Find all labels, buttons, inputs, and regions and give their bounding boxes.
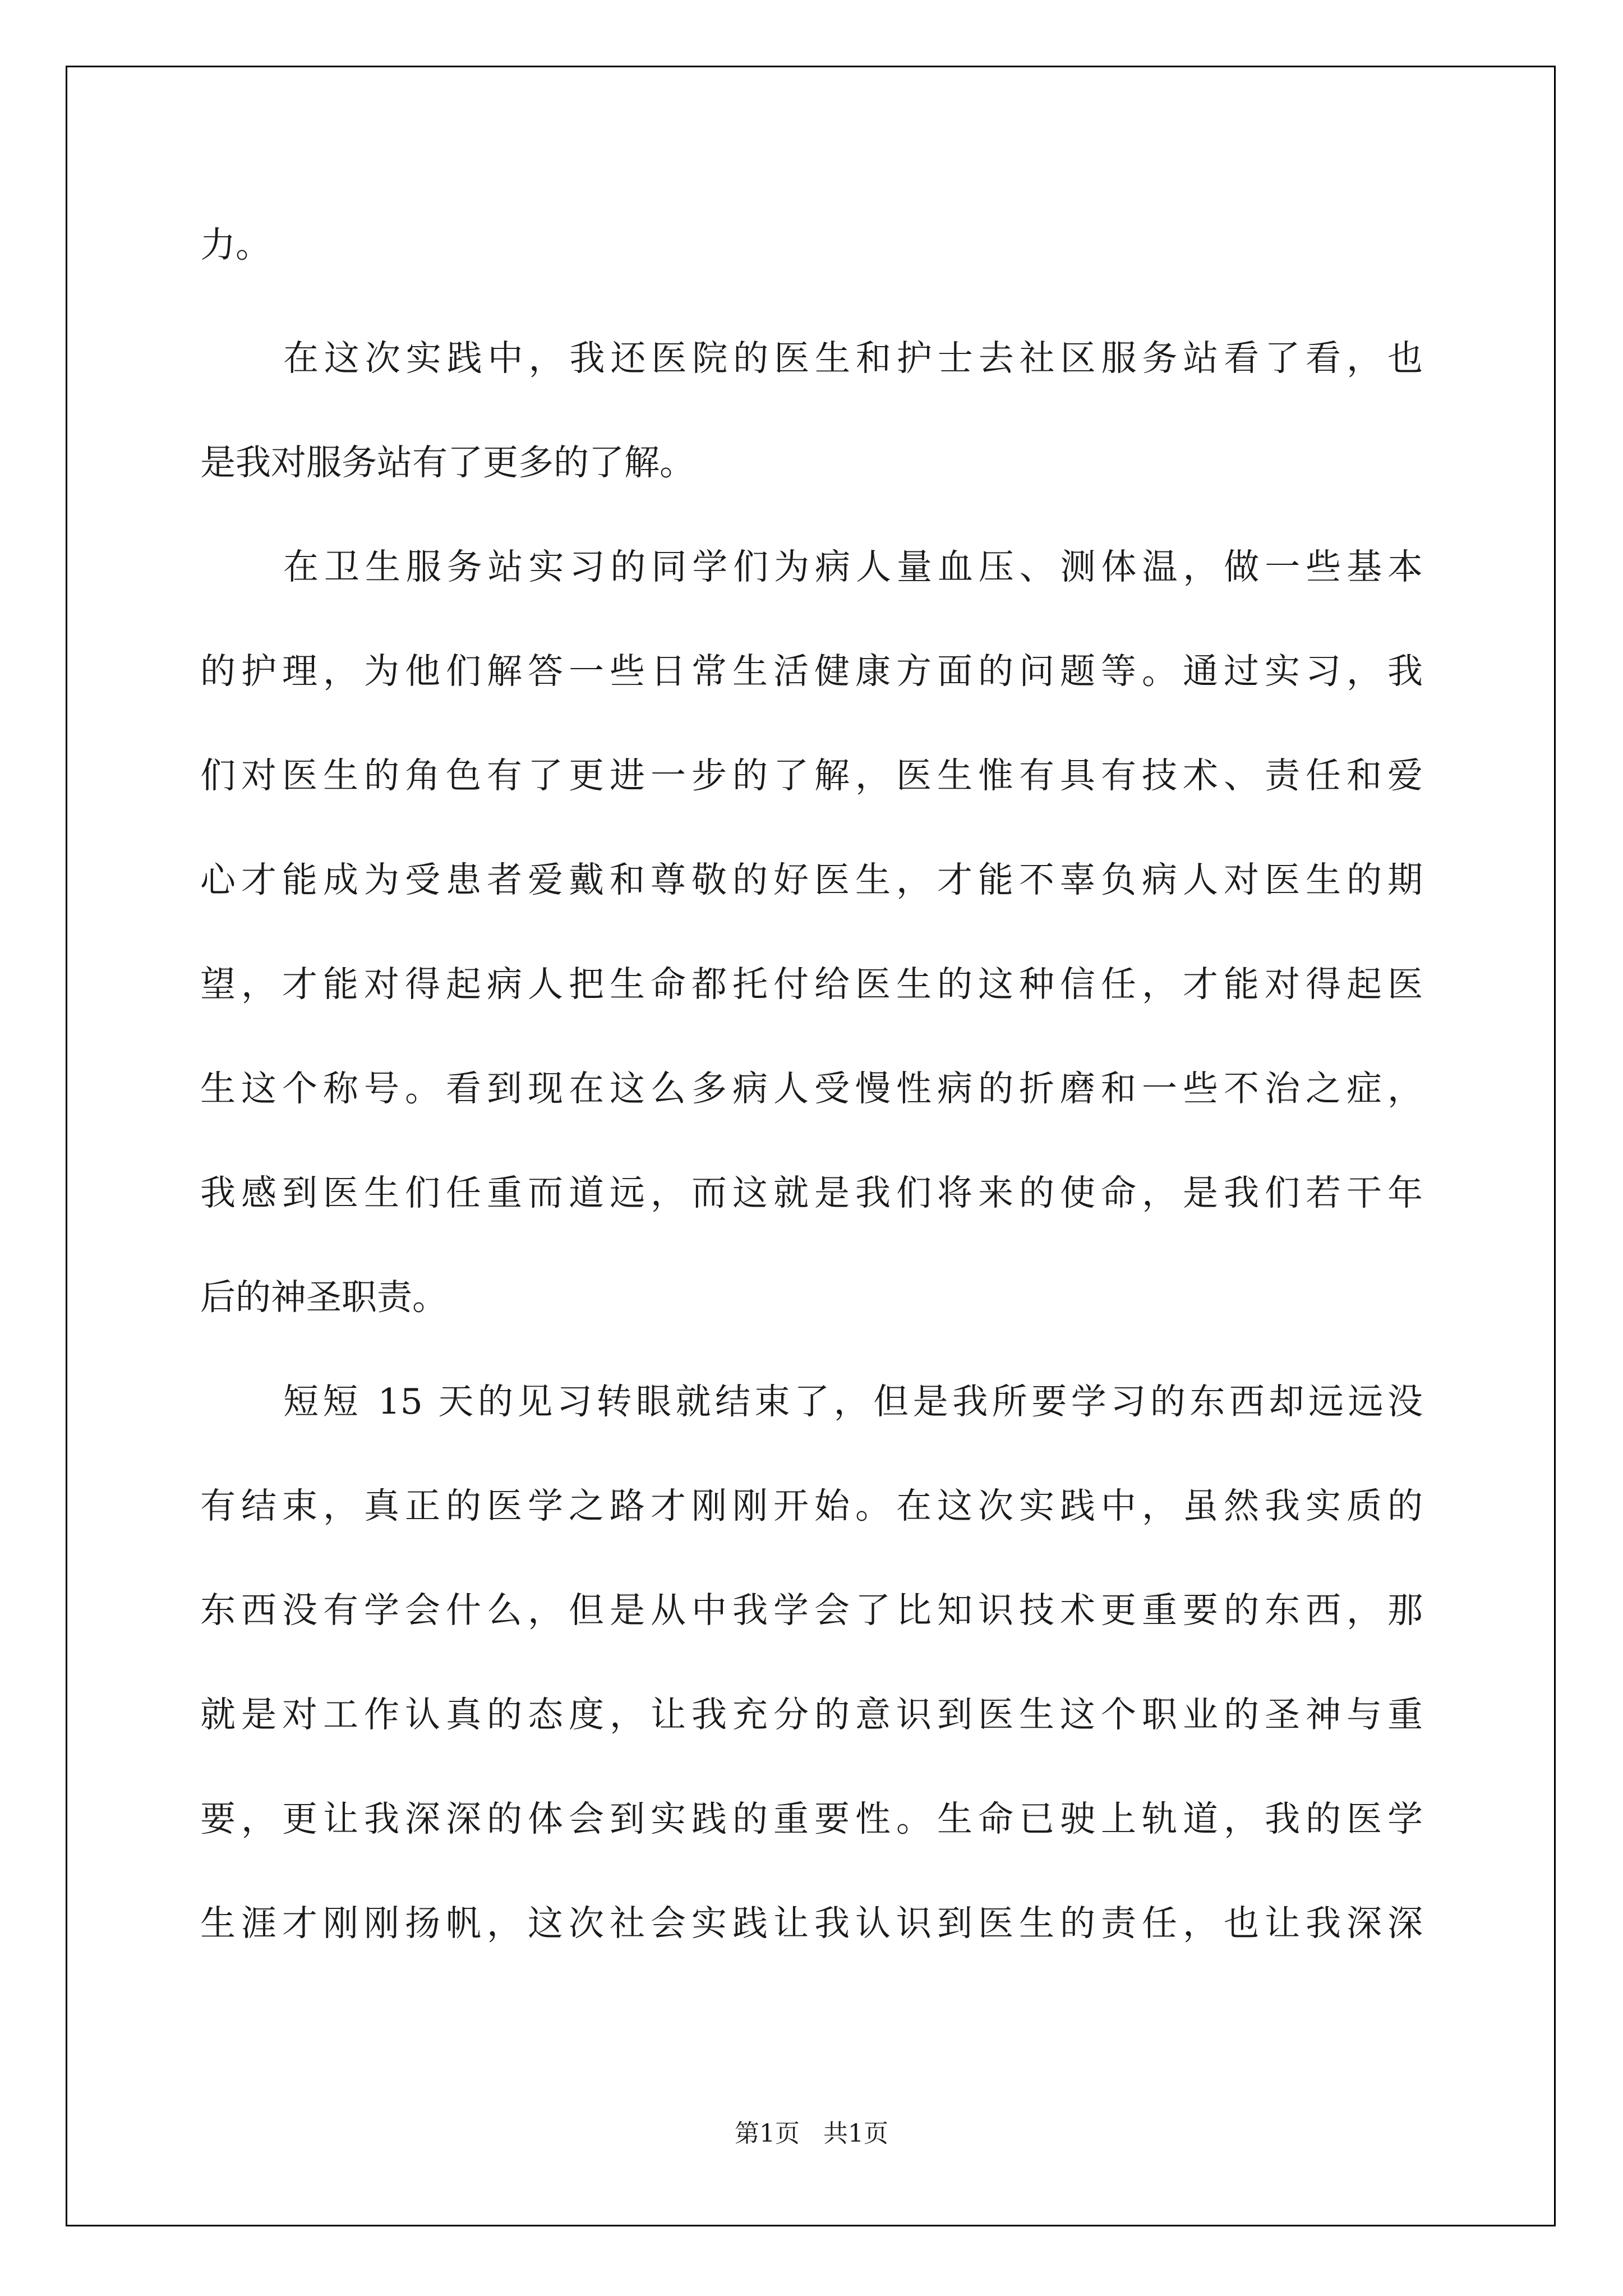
- text-line: 后的神圣职责。: [200, 1277, 448, 1318]
- text-line: 力。: [200, 224, 271, 265]
- text-line: 我感到医生们任重而道远，而这就是我们将来的使命，是我们若干年: [200, 1172, 1423, 1213]
- paragraph-line: 在卫生服务站实习的同学们为病人量血压、测体温，做一些基本: [283, 546, 1423, 587]
- text-line: 有结束，真正的医学之路才刚刚开始。在这次实践中，虽然我实质的: [200, 1485, 1423, 1526]
- text-line: 东西没有学会什么，但是从中我学会了比知识技术更重要的东西，那: [200, 1590, 1423, 1631]
- text-line: 生涯才刚刚扬帆，这次社会实践让我认识到医生的责任，也让我深深: [200, 1903, 1423, 1944]
- text-line: 是我对服务站有了更多的了解。: [200, 442, 695, 483]
- text-line: 心才能成为受患者爱戴和尊敬的好医生，才能不辜负病人对医生的期: [200, 859, 1423, 900]
- text-line: 们对医生的角色有了更进一步的了解，医生惟有具有技术、责任和爱: [200, 755, 1423, 796]
- text-line: 的护理，为他们解答一些日常生活健康方面的问题等。通过实习，我: [200, 651, 1423, 692]
- paragraph-line: 在这次实践中，我还医院的医生和护士去社区服务站看了看，也: [283, 338, 1423, 379]
- text-line: 就是对工作认真的态度，让我充分的意识到医生这个职业的圣神与重: [200, 1694, 1423, 1735]
- text-line: 望，才能对得起病人把生命都托付给医生的这种信任，才能对得起医: [200, 964, 1423, 1005]
- text-line: 生这个称号。看到现在这么多病人受慢性病的折磨和一些不治之症，: [200, 1068, 1423, 1109]
- page-number-footer: 第1页 共1页: [735, 2119, 888, 2148]
- text-line: 要，更让我深深的体会到实践的重要性。生命已驶上轨道，我的医学: [200, 1798, 1423, 1839]
- paragraph-line: 短短 15 天的见习转眼就结束了，但是我所要学习的东西却远远没: [283, 1381, 1423, 1422]
